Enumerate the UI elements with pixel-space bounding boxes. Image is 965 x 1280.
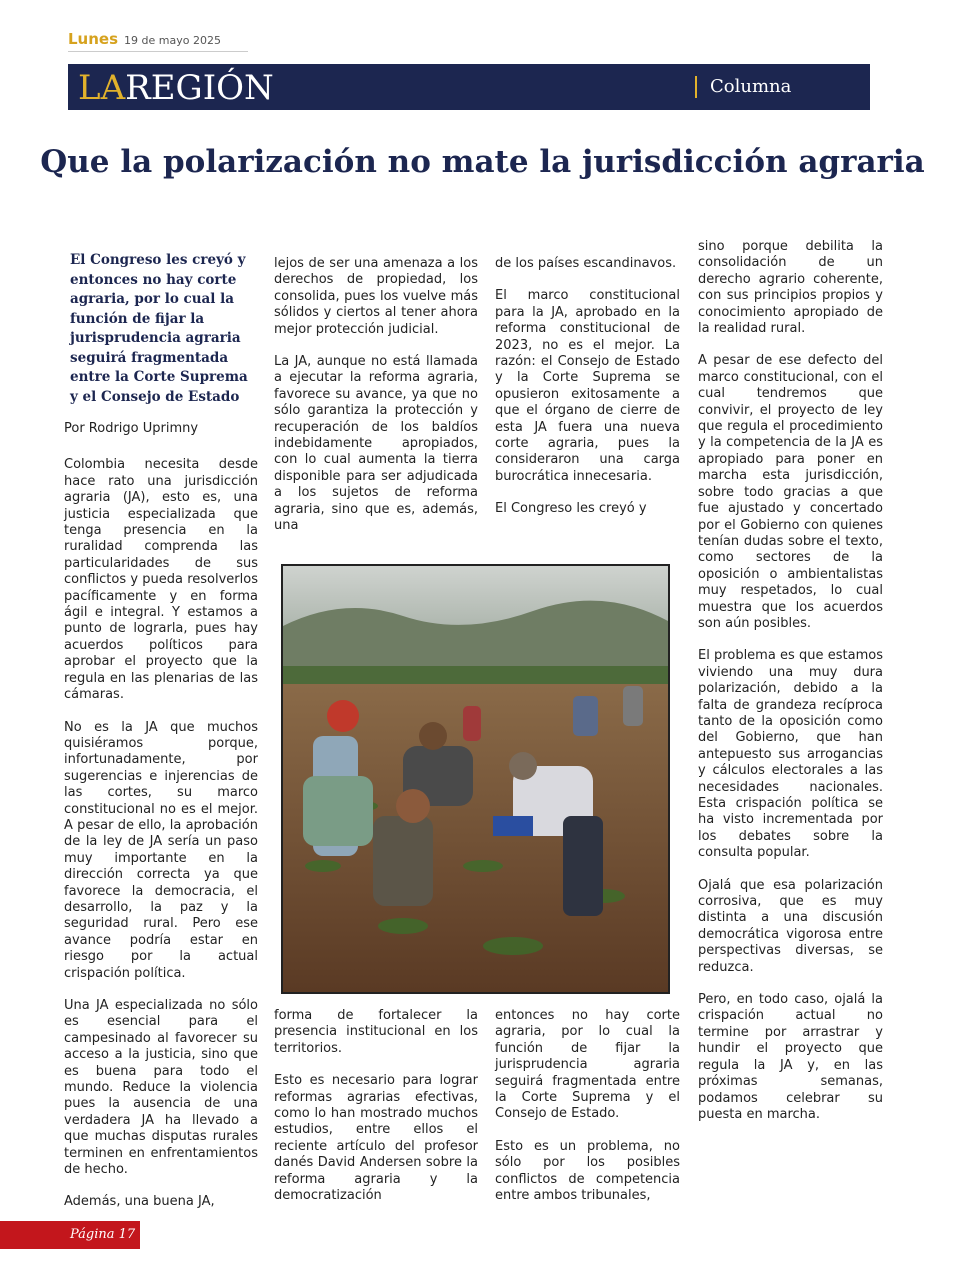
- paragraph: entonces no hay corte agraria, por lo cual la función de fijar la jurisprudencia agraria seguirá fragmentada entre la Corte Suprema y el Consejo de Estado.: [495, 1008, 680, 1122]
- paragraph: Una JA especializada no sólo es esencial para el campesinado al favorecer su acceso a la justicia, sino que es buena para todo el mundo. Reduce la violencia pues la ausencia de una verdadera JA ha llevado a que muchas disputas rurales terminen en enfrentamientos de hecho.: [64, 998, 258, 1178]
- weekday: Lunes: [68, 30, 119, 48]
- paragraph: La JA, aunque no está llamada a ejecutar la reforma agraria, favorece su avance, ya que no sólo garantiza la protección y recuperación de los baldíos indebidamente apropiados, con lo cual aumenta la tierra disponible para ser adjudicada a los sujetos de reforma agraria, sino que es, además, una: [274, 354, 478, 534]
- logo-region: REGIÓN: [125, 68, 274, 108]
- column-1: [64, 251, 258, 1227]
- logo-la: LA: [78, 68, 126, 108]
- newspaper-logo: [78, 68, 274, 108]
- column-2-top: [274, 256, 478, 551]
- paragraph: Pero, en todo caso, ojalá la crispación actual no termine por arrastrar y hundir el proyecto que regula la JA y, en las próximas semanas, podamos celebrar su puesta en marcha.: [698, 992, 883, 1122]
- paragraph: Además, una buena JA,: [64, 1194, 215, 1210]
- masthead: [68, 64, 870, 110]
- article-author: Por Rodrigo Uprimny: [64, 421, 199, 436]
- paragraph: A pesar de ese defecto del marco constitucional, con el cual tendremos que convivir, el proyecto de ley que regula el procedimiento y la competencia de la JA es apropiado para poner en marcha esta jurisdicción, sobre todo gracias a que fue ajustado y concertado por el Gobierno con quienes tenían dudas sobre el texto, como sectores de la oposición o ambientalistas muy respetados, lo cual muestra que los acuerdos son aún posibles.: [698, 353, 883, 631]
- paragraph: No es la JA que muchos quisiéramos porque, infortunadamente, por sugerencias e injerencias de las cortes, su marco constitucional no es el mejor. A pesar de ello, la aprobación de la ley de JA sería un paso muy importante en la dirección correcta ya que favorece la democracia, el desarrollo, la paz y la seguridad rural. Pero ese avance podría estar en riesgo por la actual crispación política.: [64, 719, 258, 981]
- paragraph: Esto es necesario para lograr reformas agrarias efectivas, como lo han mostrado muchos estudios, entre ellos el reciente artículo del profesor danés David Andersen sobre la reforma agraria y la democratización: [274, 1073, 478, 1204]
- date-text: 19 de mayo 2025: [124, 34, 221, 47]
- farm-workers-photo: [283, 566, 668, 992]
- article-photo: [281, 564, 670, 994]
- paragraph: sino porque debilita la consolidación de un derecho agrario coherente, con sus principios propios y conocimiento apropiado de la realidad rural.: [698, 239, 883, 337]
- paragraph: Ojalá que esa polarización corrosiva, que es muy distinta a una discusión democrática vigorosa entre perspectivas diversas, se reduzca.: [698, 877, 883, 975]
- column-4: [698, 239, 883, 1139]
- paragraph: El Congreso les creyó y: [495, 501, 647, 517]
- column-3-top: [495, 256, 680, 534]
- paragraph: Esto es un problema, no sólo por los posibles conflictos de competencia entre ambos tribunales,: [495, 1138, 680, 1204]
- paragraph: Colombia necesita desde hace rato una jurisdicción agraria (JA), esto es, una justicia especializada que tenga presencia en la ruralidad comprenda las particularidades de sus conflictos y pueda resolverlos pacíficamente y en forma ágil e integral. Y estamos a punto de lograrla, pues hay acuerdos políticos para aprobar el proyecto que la regula en las plenarias de las cámaras.: [64, 457, 258, 703]
- paragraph: forma de fortalecer la presencia institucional en los territorios.: [274, 1008, 478, 1056]
- paragraph: de los países escandinavos.: [495, 256, 677, 271]
- page-number: Página 17: [0, 1221, 140, 1249]
- article-lead: El Congreso les creyó y entonces no hay corte agraria, por lo cual la función de fijar la jurisprudencia agraria seguirá fragmentada entre la Corte Suprema y el Consejo de Estado: [70, 252, 248, 405]
- paragraph: El problema es que estamos viviendo una muy dura polarización, debido a la falta de grandeza recíproca tanto de la oposición como del Gobierno, que han antepuesto sus arrogancias y cálculos electorales a las necesidades nacionales. Esta crispación política se ha visto incrementada por los debates sobre la consulta popular.: [698, 648, 883, 861]
- column-3-bottom: [495, 1008, 680, 1220]
- section-label: Columna: [695, 76, 870, 98]
- paragraph: El marco constitucional para la JA, aprobado en la reforma constitucional de 2023, no es el mejor. La razón: el Consejo de Estado y la Corte Suprema se opusieron exitosamente a que el órgano de cierre de esta JA fuera una nueva corte agraria, pues la consideraron una carga burocrática innecesaria.: [495, 288, 680, 484]
- paragraph: lejos de ser una amenaza a los derechos de propiedad, los consolida, pues los vuelve más sólidos y ciertos al tener ahora mejor protección judicial.: [274, 256, 478, 337]
- column-2-bottom: [274, 1008, 478, 1220]
- issue-date: [68, 30, 248, 52]
- article-title: Que la polarización no mate la jurisdicción agraria: [40, 144, 925, 180]
